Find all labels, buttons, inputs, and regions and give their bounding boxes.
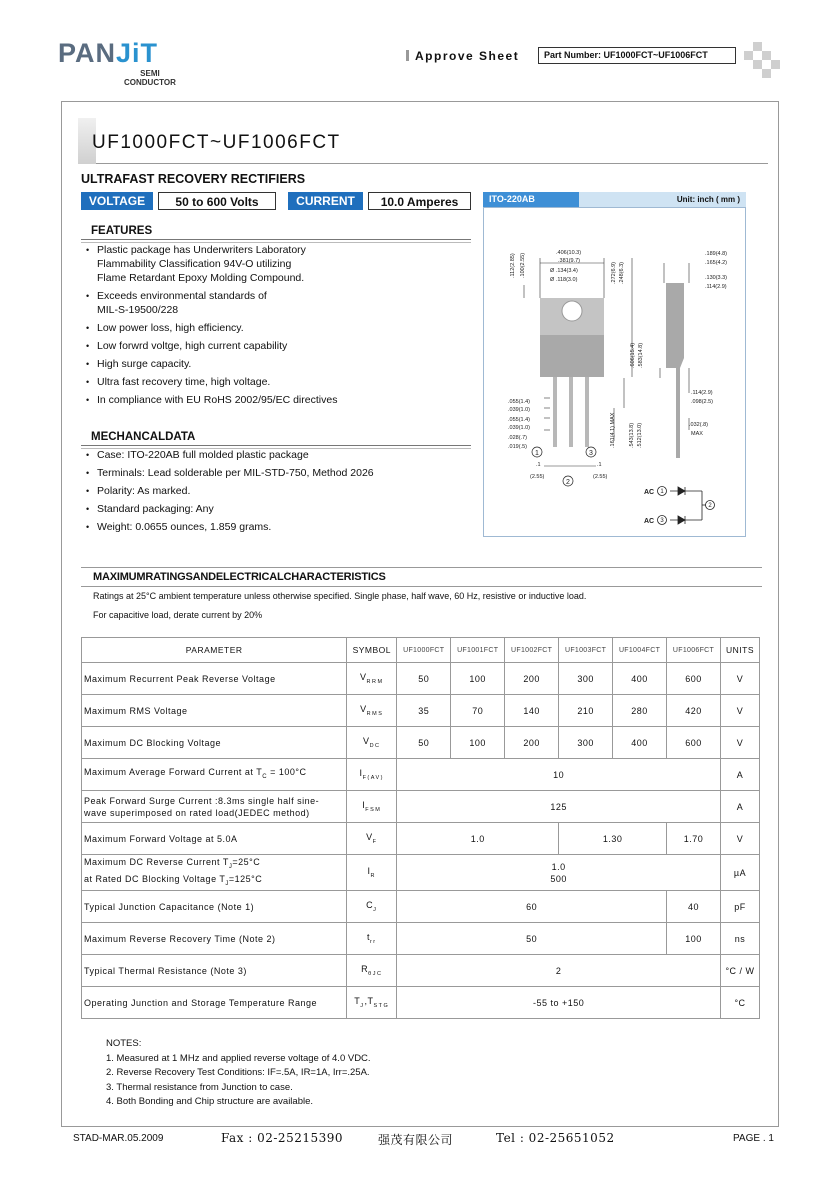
table-row — [82, 891, 760, 923]
value-cell: 420 — [667, 695, 721, 727]
mechanical-item: • Case: ITO-220AB full molded plastic package — [86, 448, 374, 462]
value-cell: 1.30 — [559, 823, 667, 855]
unit-cell: V — [720, 695, 759, 727]
footer-page: PAGE . 1 — [733, 1133, 774, 1144]
value-cell: 50 — [397, 663, 451, 695]
package-header — [483, 192, 746, 207]
logo-sub-conductor: CONDUCTOR — [124, 78, 176, 87]
package-body — [540, 335, 604, 377]
value-cell: 50 — [397, 727, 451, 759]
ratings-note-2: For capacitive load, derate current by 20% — [93, 610, 263, 620]
table-row — [82, 791, 760, 823]
dim-label: .055(1.4) — [508, 417, 531, 423]
symbol-cell: $V_F$ — [347, 823, 397, 855]
footer-tel: Tel : 02-25651052 — [496, 1131, 615, 1145]
unit-cell: pF — [720, 891, 759, 923]
current-label: CURRENT — [288, 192, 363, 210]
col-header-symbol: SYMBOL — [347, 638, 397, 663]
param-cell: Typical Junction Capacitance (Note 1) — [82, 891, 347, 923]
dim-label: MAX — [691, 431, 703, 437]
col-header-units: UNITS — [720, 638, 759, 663]
dim-label: .1 — [536, 462, 541, 468]
symbol-cell: $V_{RRM}$ — [347, 663, 397, 695]
value-cell: 600 — [667, 727, 721, 759]
dim-label: .272(6.9) — [611, 261, 617, 284]
value-cell: 200 — [505, 727, 559, 759]
package-name: ITO-220AB — [483, 192, 579, 207]
table-row — [82, 759, 760, 791]
param-cell: Maximum Average Forward Current at $T_C = 100^\circ C$ — [82, 759, 347, 791]
col-header-device: UF1002FCT — [505, 638, 559, 663]
logo-text-jit: JiT — [116, 38, 159, 68]
feature-item: • In compliance with EU RoHS 2002/95/EC directives — [86, 393, 337, 407]
dim-label: .1 — [597, 462, 602, 468]
value-cell: 400 — [613, 727, 667, 759]
feature-item: • Low forwrd voltge, high current capability — [86, 339, 337, 353]
unit-cell: A — [720, 759, 759, 791]
package-unit: Unit: inch ( mm ) — [676, 195, 740, 204]
panjit-logo — [58, 38, 176, 87]
feature-item: • Low power loss, high efficiency. — [86, 321, 337, 335]
table-row — [82, 855, 760, 891]
value-cell: 50 — [397, 923, 667, 955]
value-cell: -55 to +150 — [397, 987, 721, 1019]
diode-schematic — [658, 487, 715, 525]
feature-item: • High surge capacity. — [86, 357, 337, 371]
unit-cell: A — [720, 791, 759, 823]
value-cell: 100 — [451, 727, 505, 759]
unit-cell: V — [720, 663, 759, 695]
col-header-parameter: PARAMETER — [82, 638, 347, 663]
note-item: 1. Measured at 1 MHz and applied reverse voltage of 4.0 VDC. — [106, 1052, 371, 1064]
table-row — [82, 823, 760, 855]
approve-sheet-label — [406, 49, 519, 63]
dim-label: .055(1.4) — [508, 399, 531, 405]
dim-label: .032(.8) — [689, 422, 708, 428]
dim-label: .039(1.0) — [508, 407, 531, 413]
value-cell: 200 — [505, 663, 559, 695]
param-cell: Typical Thermal Resistance (Note 3) — [82, 955, 347, 987]
value-cell: 125 — [397, 791, 721, 823]
symbol-cell: $V_{RMS}$ — [347, 695, 397, 727]
feature-item: • Plastic package has Underwriters Laboratory Flammability Classification 94V-O utilizing Flame Retardant Epoxy Molding Compound. — [86, 243, 337, 285]
param-cell: Operating Junction and Storage Temperature Range — [82, 987, 347, 1019]
feature-item: • Exceeds environmental standards of MIL-S-19500/228 — [86, 289, 337, 317]
symbol-cell: $C_J$ — [347, 891, 397, 923]
dim-label: .019(.5) — [508, 444, 527, 450]
param-cell: Maximum Reverse Recovery Time (Note 2) — [82, 923, 347, 955]
value-cell: 100 — [451, 663, 505, 695]
package-drawing-box — [483, 207, 746, 537]
value-cell: 280 — [613, 695, 667, 727]
symbol-cell: $T_J,T_{STG}$ — [347, 987, 397, 1019]
dim-label: .189(4.8) — [705, 251, 728, 257]
unit-cell: °C — [720, 987, 759, 1019]
value-cell: 35 — [397, 695, 451, 727]
table-row — [82, 727, 760, 759]
table-row — [82, 923, 760, 955]
logo-text-pan: PAN — [58, 38, 117, 68]
dim-label: .100(2.55) — [520, 252, 526, 278]
dim-label: .130(3.3) — [705, 275, 728, 281]
value-cell: 300 — [559, 727, 613, 759]
symbol-cell: $I_{F(AV)}$ — [347, 759, 397, 791]
footer-company: 强茂有限公司 — [378, 1133, 454, 1147]
symbol-cell: $R_{\theta JC}$ — [347, 955, 397, 987]
note-item: 4. Both Bonding and Chip structure are available. — [106, 1096, 314, 1107]
page-title: UF1000FCT~UF1006FCT — [92, 132, 341, 153]
table-row — [82, 987, 760, 1019]
voltage-label: VOLTAGE — [81, 192, 153, 210]
value-cell: 210 — [559, 695, 613, 727]
unit-cell: V — [720, 727, 759, 759]
dim-label: .028(.7) — [508, 435, 527, 441]
value-cell: 400 — [613, 663, 667, 695]
param-cell: Maximum Forward Voltage at 5.0A — [82, 823, 347, 855]
dim-label: .543(13.8) — [629, 422, 635, 448]
value-cell: 2 — [397, 955, 721, 987]
param-cell: Maximum Recurrent Peak Reverse Voltage — [82, 663, 347, 695]
features-list — [86, 243, 337, 411]
feature-item: • Ultra fast recovery time, high voltage. — [86, 375, 337, 389]
dim-label: (2.55) — [530, 474, 545, 480]
symbol-cell: $I_{FSM}$ — [347, 791, 397, 823]
unit-cell: V — [720, 823, 759, 855]
dim-label: .161(4.1) MAX — [610, 412, 616, 448]
value-cell: 10 — [397, 759, 721, 791]
note-item: 2. Reverse Recovery Test Conditions: IF=.5A, IR=1A, Irr=.25A. — [106, 1067, 370, 1078]
part-number-box: Part Number: UF1000FCT~UF1006FCT — [538, 47, 736, 64]
symbol-cell: $t_{rr}$ — [347, 923, 397, 955]
value-cell: 140 — [505, 695, 559, 727]
product-subtitle: ULTRAFAST RECOVERY RECTIFIERS — [81, 172, 306, 186]
symbol-cell: $V_{DC}$ — [347, 727, 397, 759]
value-cell: 60 — [397, 891, 667, 923]
value-cell: 100 — [667, 923, 721, 955]
value-cell: 1.0 500 — [397, 855, 721, 891]
mechanical-list — [86, 448, 374, 538]
mechanical-item: • Standard packaging: Any — [86, 502, 374, 516]
note-item: 3. Thermal resistance from Junction to case. — [106, 1081, 293, 1093]
unit-cell: ns — [720, 923, 759, 955]
dim-label: .512(13.0) — [637, 422, 643, 448]
schematic-ac1-label: AC — [644, 489, 655, 496]
current-value: 10.0 Amperes — [368, 192, 471, 210]
features-heading: FEATURES — [81, 222, 471, 240]
ratings-table — [81, 637, 760, 1019]
schematic-pin-3: 3 — [660, 518, 664, 524]
package-outline-drawing — [484, 208, 747, 538]
decorative-squares — [744, 42, 784, 82]
mechanical-item: • Polarity: As marked. — [86, 484, 374, 498]
schematic-pin-2: 2 — [708, 503, 712, 509]
dim-label: .098(2.5) — [691, 399, 714, 405]
logo-subtext — [124, 69, 176, 87]
dim-label: .114(2.9) — [705, 284, 727, 290]
mechanical-item: • Terminals: Lead solderable per MIL-STD-750, Method 2026 — [86, 466, 374, 480]
dim-label: Ø .118(3.0) — [550, 277, 578, 283]
value-cell: 70 — [451, 695, 505, 727]
footer-date: STAD-MAR.05.2009 — [73, 1133, 164, 1144]
col-header-device: UF1004FCT — [613, 638, 667, 663]
param-cell: Maximum DC Reverse Current $T_J=25^\circ C$ at Rated DC Blocking Voltage $T_J=125^\circ C$ — [82, 855, 347, 891]
dim-label: .583(14.8) — [638, 342, 644, 368]
approve-sheet-text: Approve Sheet — [415, 49, 520, 63]
table-row — [82, 955, 760, 987]
schematic-ac2-label: AC — [644, 518, 655, 525]
footer-fax: Fax : 02-25215390 — [221, 1131, 344, 1145]
ratings-note-1: Ratings at 25°C ambient temperature unless otherwise specified. Single phase, half wave, 60 Hz, resistive or inductive load. — [93, 591, 587, 601]
unit-cell: µA — [720, 855, 759, 891]
value-cell: 40 — [667, 891, 721, 923]
dim-label: .381(9.7) — [558, 258, 581, 264]
dim-label: .248(6.3) — [619, 261, 625, 284]
voltage-value: 50 to 600 Volts — [158, 192, 276, 210]
pin-2-label: 2 — [566, 479, 570, 486]
dim-label: .112(2.85) — [510, 253, 516, 278]
package-side-view — [666, 283, 684, 458]
pin-3-label: 3 — [589, 450, 593, 457]
value-cell: 1.0 — [397, 823, 559, 855]
pin-1-label: 1 — [535, 450, 539, 457]
logo-sub-semi: SEMI — [140, 69, 160, 78]
unit-cell: °C / W — [720, 955, 759, 987]
ratings-heading: MAXIMUMRATINGSANDELECTRICALCHARACTERISTICS — [81, 567, 762, 587]
mechanical-item: • Weight: 0.0655 ounces, 1.859 grams. — [86, 520, 374, 534]
param-cell: Peak Forward Surge Current :8.3ms single half sine- wave superimposed on rated load(JEDEC method) — [82, 791, 347, 823]
param-cell: Maximum DC Blocking Voltage — [82, 727, 347, 759]
notes-heading: NOTES: — [106, 1038, 142, 1049]
table-row — [82, 663, 760, 695]
col-header-device: UF1003FCT — [559, 638, 613, 663]
dim-label: (2.55) — [593, 474, 608, 480]
dim-label: Ø .134(3.4) — [550, 268, 578, 274]
schematic-pin-1: 1 — [660, 489, 664, 495]
col-header-device: UF1001FCT — [451, 638, 505, 663]
dim-label: .165(4.2) — [705, 260, 728, 266]
table-row — [82, 695, 760, 727]
dim-label: .114(2.9) — [691, 390, 713, 396]
col-header-device: UF1000FCT — [397, 638, 451, 663]
notes-block — [106, 1037, 371, 1110]
dim-label: .039(1.0) — [508, 425, 531, 431]
value-cell: 1.70 — [667, 823, 721, 855]
mechanical-heading: MECHANCALDATA — [81, 428, 471, 446]
dim-label: .406(10.3) — [556, 250, 582, 256]
symbol-cell: $I_R$ — [347, 855, 397, 891]
value-cell: 600 — [667, 663, 721, 695]
col-header-device: UF1006FCT — [667, 638, 721, 663]
param-cell: Maximum RMS Voltage — [82, 695, 347, 727]
value-cell: 300 — [559, 663, 613, 695]
table-header-row — [82, 638, 760, 663]
dim-label: .606(15.4) — [630, 342, 636, 368]
